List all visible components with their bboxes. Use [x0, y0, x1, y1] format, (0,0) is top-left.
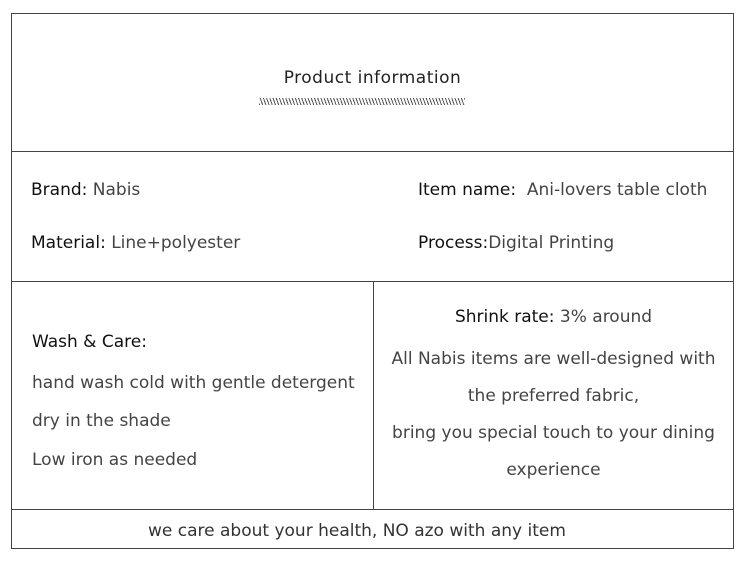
description-line: the preferred fabric, [467, 386, 640, 406]
spec-brand-value: Nabis [87, 180, 141, 200]
spec-material [31, 233, 240, 253]
title-underline-hatch [259, 98, 465, 105]
shrink-description [373, 349, 734, 497]
spec-process [418, 233, 614, 253]
care-line: hand wash cold with gentle detergent [32, 373, 355, 393]
spec-item-name-label: Item name: [418, 180, 517, 200]
care-heading: Wash & Care: [32, 332, 147, 352]
spec-process-value: Digital Printing [488, 233, 615, 253]
footer-note: we care about your health, NO azo with any item [148, 521, 566, 541]
divider-footer [11, 509, 734, 510]
spec-process-label: Process: [418, 233, 489, 253]
shrink-rate-value: 3% around [554, 307, 653, 327]
care-line: dry in the shade [32, 411, 171, 431]
description-line: All Nabis items are well-designed with [391, 349, 716, 369]
description-line: experience [506, 460, 601, 480]
divider-header [11, 151, 734, 152]
spec-brand [31, 180, 140, 200]
spec-brand-label: Brand: [31, 180, 88, 200]
spec-material-value: Line+polyester [105, 233, 241, 253]
spec-material-label: Material: [31, 233, 106, 253]
page-title: Product information [283, 68, 462, 88]
description-line: bring you special touch to your dining [392, 423, 715, 443]
care-line: Low iron as needed [32, 450, 198, 470]
spec-item-name [418, 180, 707, 200]
shrink-rate-label: Shrink rate: [454, 307, 555, 327]
shrink-rate [373, 307, 734, 327]
spec-item-name-value: Ani-lovers table cloth [516, 180, 708, 200]
